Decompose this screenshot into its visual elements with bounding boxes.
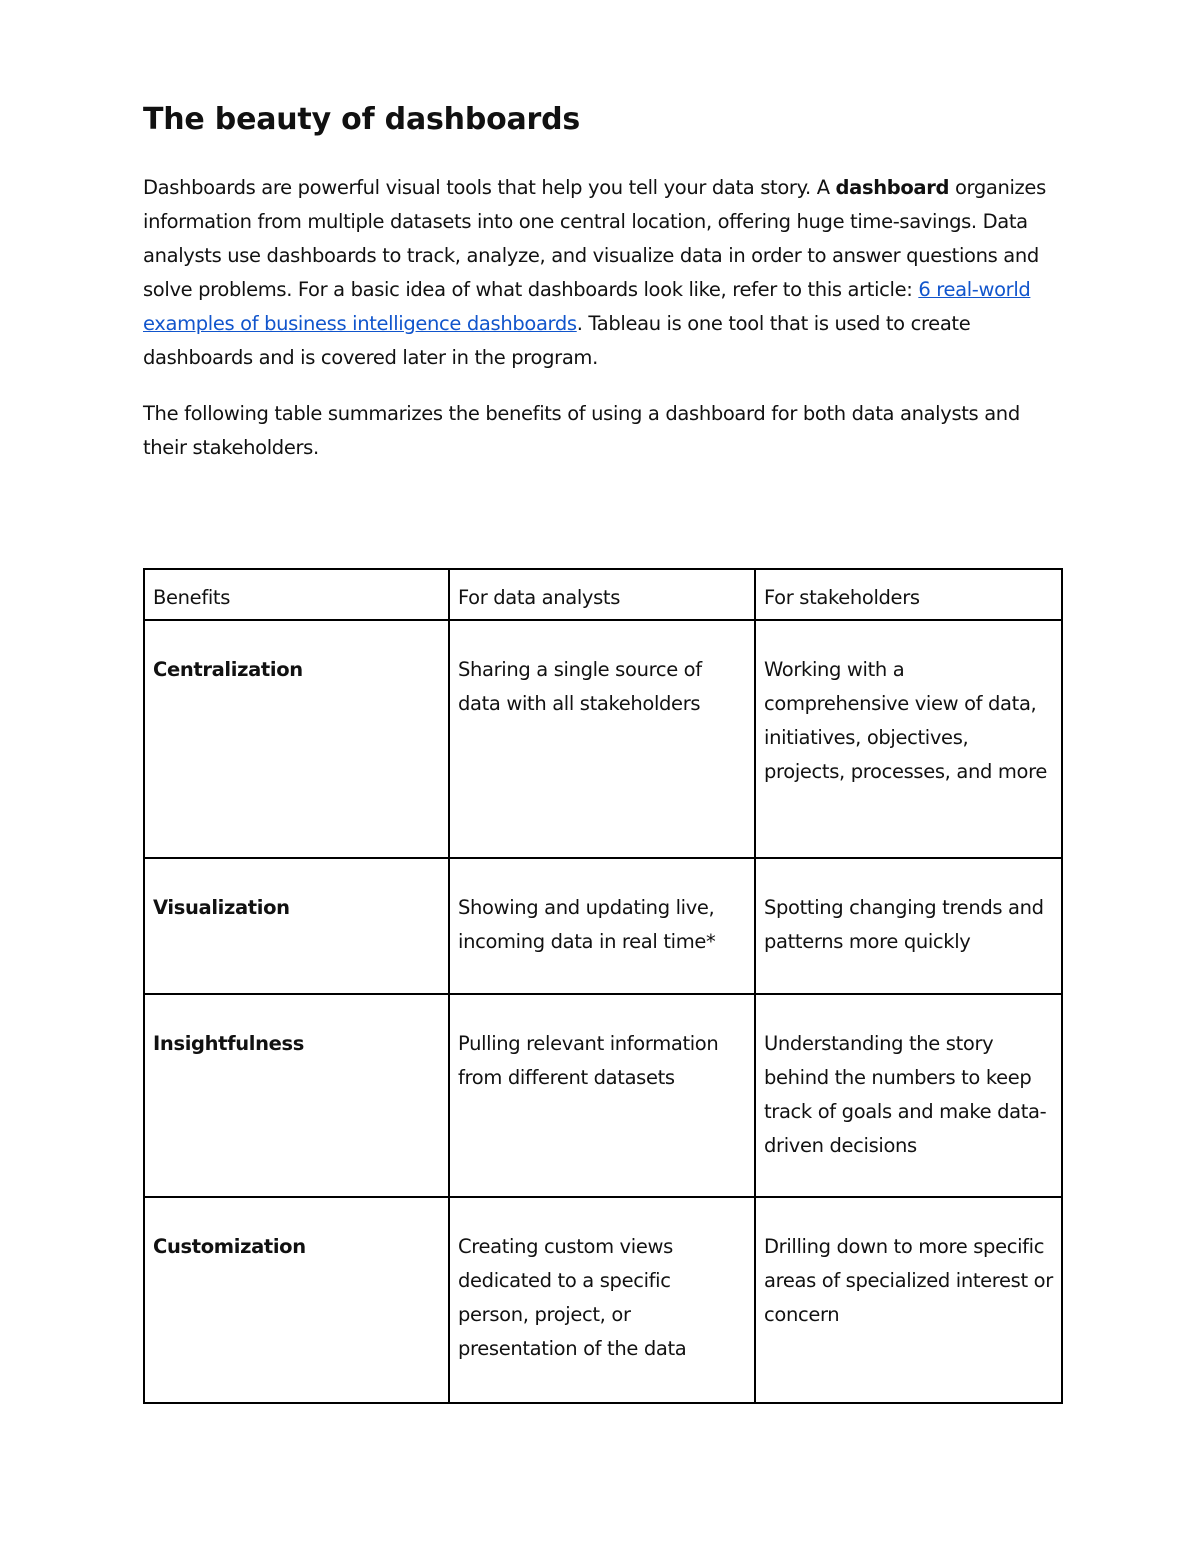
page-title: The beauty of dashboards [143,102,581,137]
benefit-cell: Centralization [144,620,449,858]
table-row [144,858,1062,994]
table-row [144,994,1062,1197]
table-row [144,620,1062,858]
summary-paragraph: The following table summarizes the benefits of using a dashboard for both data analysts and their stakeholders. [143,402,1020,459]
intro-text-end: . Tableau is one tool that is used to create dashboards and is covered later in the program. [143,312,971,369]
header-benefits: Benefits [144,569,449,620]
header-for-stakeholders: For stakeholders [755,569,1062,620]
header-for-data-analysts: For data analysts [449,569,755,620]
article-link[interactable]: 6 real-world examples of business intelligence dashboards [143,278,1031,335]
benefit-cell: Visualization [144,858,449,994]
stakeholders-cell: Spotting changing trends and patterns more quickly [755,858,1062,994]
stakeholders-cell: Working with a comprehensive view of data, initiatives, objectives, projects, processes, and more [755,620,1062,858]
table-header-row [144,569,1062,620]
benefits-table-container [143,568,1063,1404]
analysts-cell: Sharing a single source of data with all stakeholders [449,620,755,858]
intro-text-start: Dashboards are powerful visual tools that help you tell your data story. A [143,176,836,199]
intro-text-middle: organizes information from multiple datasets into one central location, offering huge time-savings. Data analysts use dashboards to track, analyze, and visualize data in order to answer questions and solve problems. For a basic idea of what dashboards look like, refer to this article: [143,176,1046,301]
stakeholders-cell: Understanding the story behind the numbers to keep track of goals and make data-driven decisions [755,994,1062,1197]
table-row [144,1197,1062,1403]
benefit-cell: Customization [144,1197,449,1403]
intro-paragraph [143,171,1061,375]
analysts-cell: Pulling relevant information from different datasets [449,994,755,1197]
benefit-cell: Insightfulness [144,994,449,1197]
dashboard-term: dashboard [835,176,950,199]
analysts-cell: Showing and updating live, incoming data in real time* [449,858,755,994]
analysts-cell: Creating custom views dedicated to a specific person, project, or presentation of the data [449,1197,755,1403]
stakeholders-cell: Drilling down to more specific areas of specialized interest or concern [755,1197,1062,1403]
benefits-table [143,568,1063,1404]
